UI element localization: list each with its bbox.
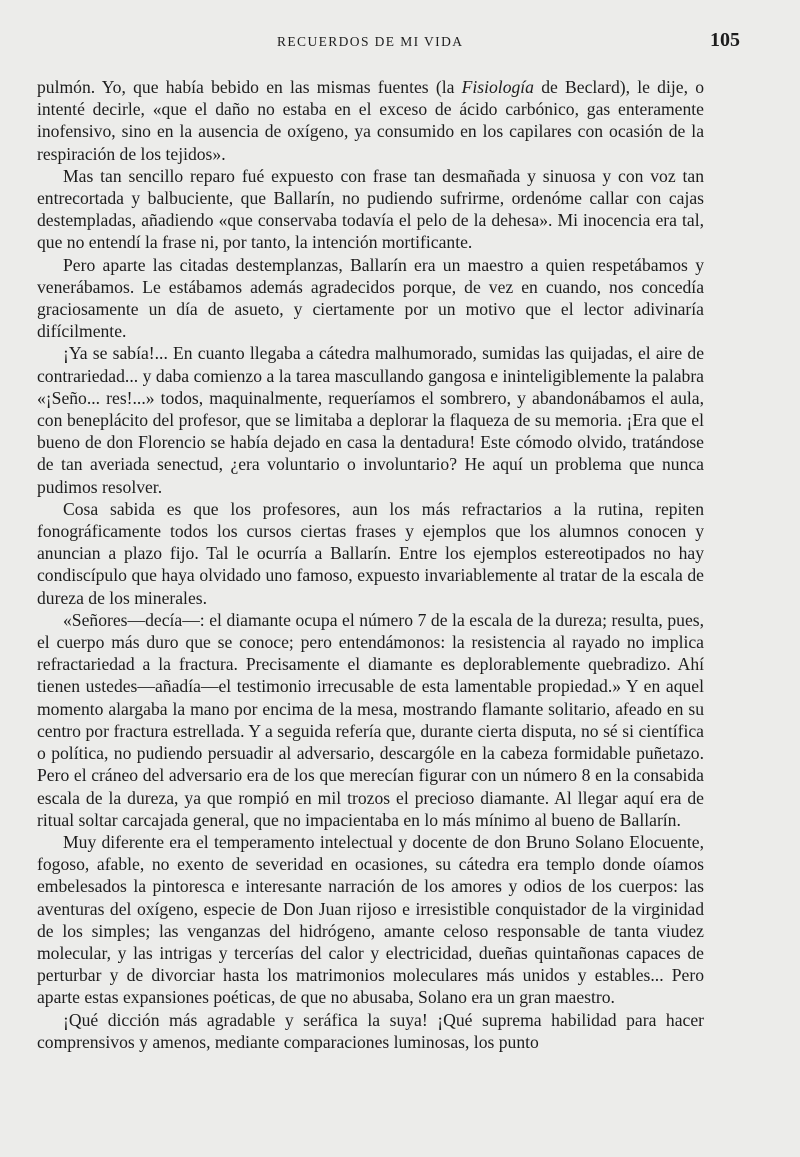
book-title-fisiologia: Fisiología bbox=[461, 77, 534, 97]
page-header bbox=[37, 29, 740, 56]
body-text bbox=[37, 76, 704, 1053]
paragraph-3: Pero aparte las citadas destemplanzas, Ballarín era un maestro a quien respetábamos y venerábamos. Le estábamos además agradecidos porque, de vez en cuando, nos concedía graciosamente un día de asueto, y ciertamente por un motivo que el lector adivinaría difícilmente. bbox=[37, 254, 704, 342]
paragraph-8: ¡Qué dicción más agradable y seráfica la suya! ¡Qué suprema habilidad para hacer comprensivos y amenos, mediante comparaciones luminosas, los punto bbox=[37, 1009, 704, 1052]
paragraph-6: «Señores—decía—: el diamante ocupa el número 7 de la escala de la dureza; resulta, pues, el cuerpo más duro que se conoce; pero entendámonos: la resistencia al rayado no implica refractariedad a la fractura. Precisamente el diamante es deplorablemente quebradizo. Ahí tienen ustedes—añadía—el testimonio irrecusable de esta lamentable propiedad.» Y en aquel momento alargaba la mano por encima de la mesa, mostrando flamante solitario, afeado en su centro por fractura estrellada. Y a seguida refería que, durante cierta disputa, no sé si científica o política, no pudiendo persuadir al adversario, descargóle en la cabeza formidable puñetazo. Pero el cráneo del adversario era de los que merecían figurar con un número 8 en la consabida escala de la dureza, ya que rompió en mil trozos el precioso diamante. Al llegar aquí era de ritual soltar carcajada general, que no impacientaba en lo más mínimo al bueno de Ballarín. bbox=[37, 609, 704, 830]
paragraph-4: ¡Ya se sabía!... En cuanto llegaba a cátedra malhumorado, sumidas las quijadas, el aire de contrariedad... y daba comienzo a la tarea mascullando gangosa e ininteligiblemente la palabra «¡Seño... res!...» todos, maquinalmente, requeríamos el sombrero, y abandonábamos el aula, con beneplácito del profesor, que se limitaba a deplorar la flaqueza de su memoria. ¡Era que el bueno de don Florencio se había dejado en casa la dentadura! Este cómodo olvido, tratándose de tan averiada senectud, ¿era voluntario o involuntario? He aquí un problema que nunca pudimos resolver. bbox=[37, 343, 704, 497]
paragraph-1-end: de Beclard), le dije, o intenté decirle, «que el daño no estaba en el exceso de ácido carbónico, gas enteramente inofensivo, sino en la ausencia de oxígeno, ya consumido en los capilares con ocasión de la respiración de los tejidos». bbox=[37, 77, 704, 164]
paragraph-1 bbox=[37, 76, 704, 165]
paragraph-1-start: pulmón. Yo, que había bebido en las mismas fuentes (la bbox=[37, 77, 462, 97]
paragraph-5: Cosa sabida es que los profesores, aun los más refractarios a la rutina, repiten fonográficamente todos los cursos ciertas frases y ejemplos que los alumnos conocen y anuncian a plazo fijo. Tal le ocurría a Ballarín. Entre los ejemplos estereotipados no hay condiscípulo que haya olvidado uno famoso, expuesto invariablemente al tratar de la escala de dureza de los minerales. bbox=[37, 498, 704, 608]
paragraph-7: Muy diferente era el temperamento intelectual y docente de don Bruno Solano Elocuente, fogoso, afable, no exento de severidad en ocasiones, su cátedra era templo donde oíamos embelesados la pintoresca e interesante narración de los amores y odios de los cuerpos: las aventuras del oxígeno, especie de Don Juan rijoso e irresistible conquistador de la virginidad de los simples; las venganzas del hidrógeno, amante celoso responsable de tanta viudez molecular, y las intrigas y tercerías del calor y electricidad, dueñas quintañonas capaces de perturbar y de divorciar hasta los matrimonios moleculares más unidos y estables... Pero aparte estas expansiones poéticas, de que no abusaba, Solano era un gran maestro. bbox=[37, 831, 704, 1008]
paragraph-2: Mas tan sencillo reparo fué expuesto con frase tan desmañada y sinuosa y con voz tan entrecortada y balbuciente, que Ballarín, no pudiendo sufrirme, ordenóme callar con cajas destempladas, añadiendo «que conservaba todavía el pelo de la dehesa». Mi inocencia era tal, que no entendí la frase ni, por tanto, la intención mortificante. bbox=[37, 165, 704, 253]
page-number: 105 bbox=[710, 29, 740, 51]
running-head: RECUERDOS DE MI VIDA bbox=[277, 34, 464, 49]
